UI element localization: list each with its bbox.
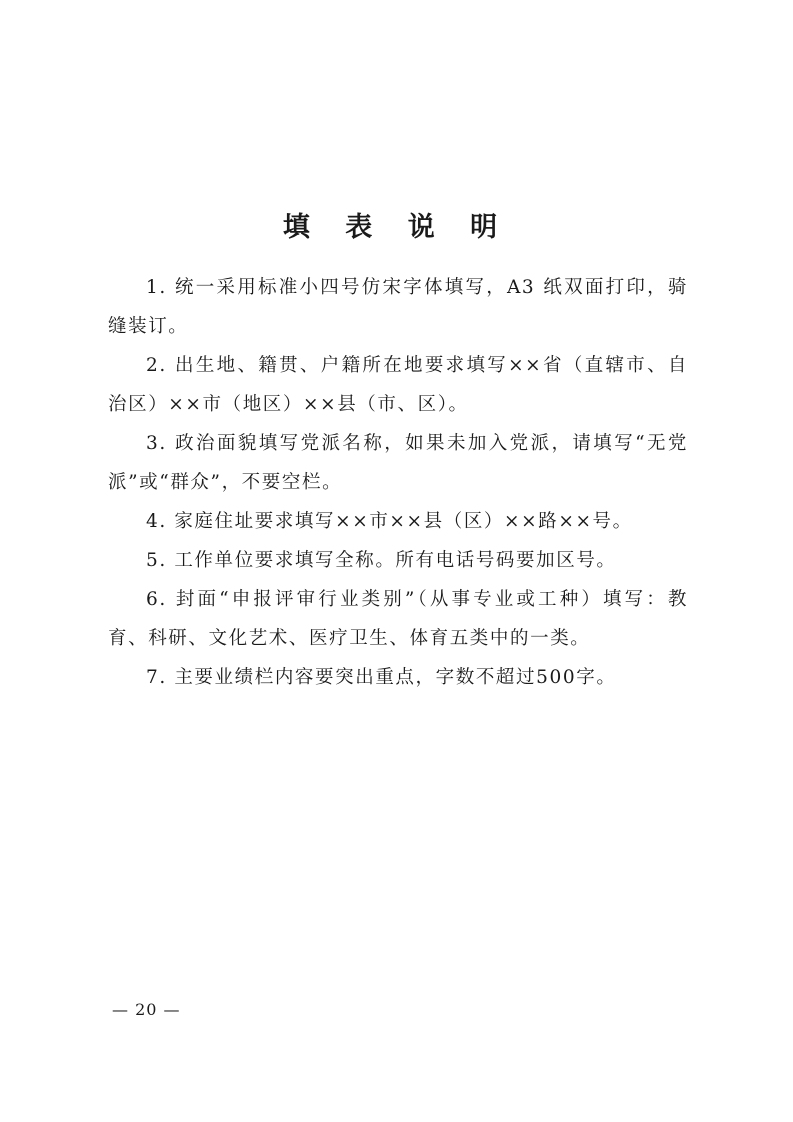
page-number: — 20 — [112, 1000, 181, 1019]
page-title: 填 表 说 明 [282, 212, 511, 243]
instruction-item-7: 7. 主要业绩栏内容要突出重点，字数不超过500字。 [146, 667, 617, 688]
instruction-item-5: 5. 工作单位要求填写全称。所有电话号码要加区号。 [146, 550, 617, 571]
instruction-item-3: 3. 政治面貌填写党派名称，如果未加入党派，请填写“无党派”或“群众”，不要空栏。 [108, 433, 688, 493]
instruction-item-1: 1. 统一采用标准小四号仿宋字体填写，A3 纸双面打印，骑缝装订。 [108, 277, 688, 337]
instructions-list [108, 268, 688, 697]
instruction-item-4: 4. 家庭住址要求填写××市××县（区）××路××号。 [146, 511, 633, 532]
instruction-item-2: 2. 出生地、籍贯、户籍所在地要求填写××省（直辖市、自治区）××市（地区）××县（市、区）。 [108, 355, 688, 415]
instruction-item-6: 6. 封面“申报评审行业类别”（从事专业或工种）填写：教育、科研、文化艺术、医疗卫生、体育五类中的一类。 [108, 589, 688, 649]
